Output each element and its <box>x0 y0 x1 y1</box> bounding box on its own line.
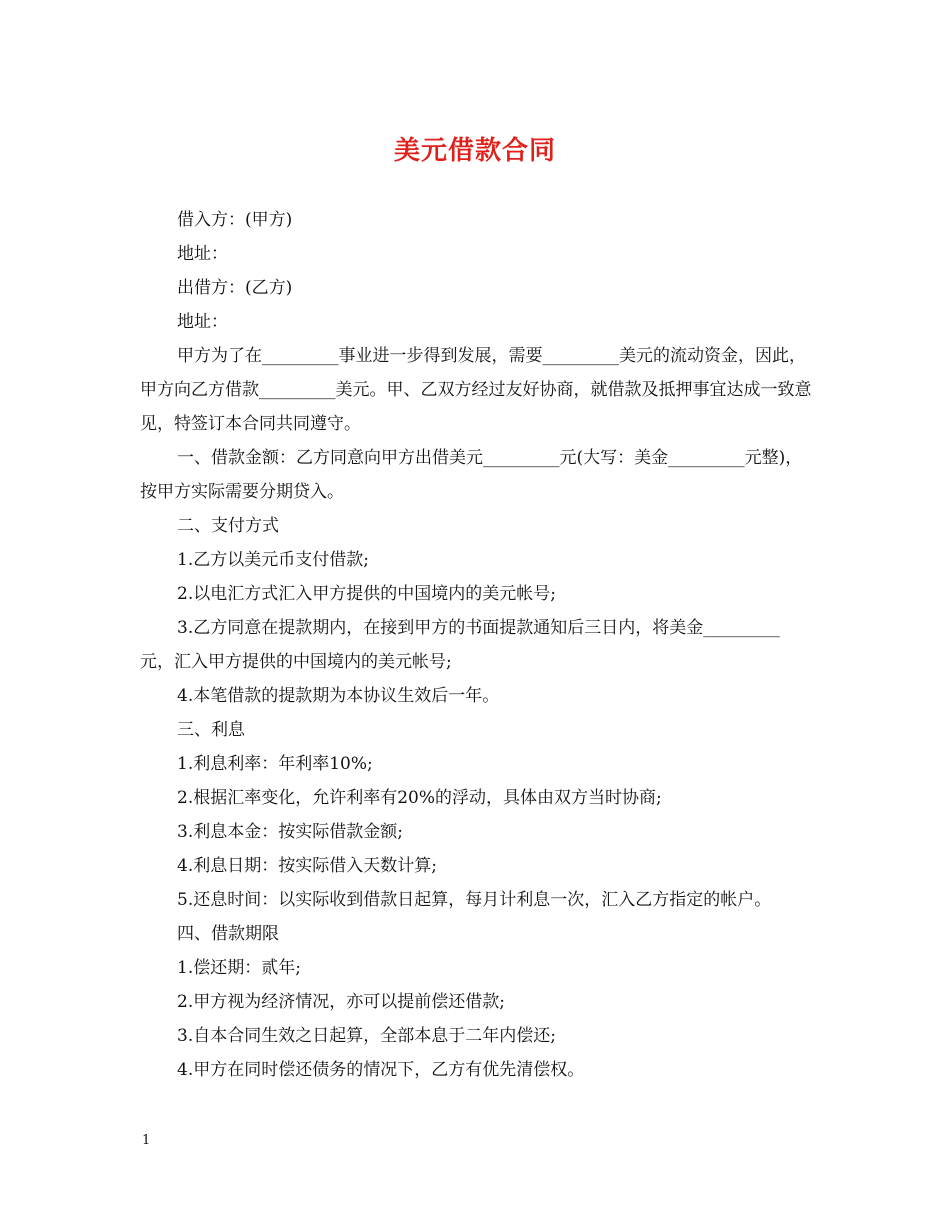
interest-item-4: 4.利息日期：按实际借入天数计算; <box>177 856 437 876</box>
term-item-3: 3.自本合同生效之日起算，全部本息于二年内偿还; <box>177 1026 556 1046</box>
contract-body <box>140 203 812 1087</box>
borrower-line: 借入方：(甲方) <box>177 210 293 230</box>
page-number: 1 <box>142 1133 151 1148</box>
term-item-4: 4.甲方在同时偿还债务的情况下，乙方有优先清偿权。 <box>177 1060 585 1080</box>
lender-line: 出借方：(乙方) <box>177 278 293 298</box>
payment-item-4: 4.本笔借款的提款期为本协议生效后一年。 <box>177 686 500 706</box>
preamble-paragraph: 甲方为了在_________事业进一步得到发展，需要_________美元的流动资金，因此，甲方向乙方借款_________美元。甲、乙双方经过友好协商，就借款及抵押事宜达成一致意见，特签订本合同共同遵守。 <box>140 346 812 434</box>
interest-item-5: 5.还息时间：以实际收到借款日起算，每月计利息一次，汇入乙方指定的帐户。 <box>177 890 772 910</box>
borrower-address-line: 地址： <box>177 244 228 264</box>
interest-item-2: 2.根据汇率变化，允许利率有20%的浮动，具体由双方当时协商; <box>177 788 662 808</box>
payment-item-1: 1.乙方以美元币支付借款; <box>177 550 369 570</box>
payment-item-2: 2.以电汇方式汇入甲方提供的中国境内的美元帐号; <box>177 584 556 604</box>
section-heading-term: 四、借款期限 <box>177 924 279 944</box>
clause-loan-amount: 一、借款金额：乙方同意向甲方出借美元_________元(大写：美金_________元整)，按甲方实际需要分期贷入。 <box>140 448 803 502</box>
term-item-2: 2.甲方视为经济情况，亦可以提前偿还借款; <box>177 992 505 1012</box>
section-heading-interest: 三、利息 <box>177 720 245 740</box>
lender-address-line: 地址： <box>177 312 228 332</box>
document-title: 美元借款合同 <box>393 136 556 166</box>
interest-item-3: 3.利息本金：按实际借款金额; <box>177 822 403 842</box>
payment-item-3: 3.乙方同意在提款期内，在接到甲方的书面提款通知后三日内，将美金_________元，汇入甲方提供的中国境内的美元帐号; <box>140 618 780 672</box>
term-item-1: 1.偿还期：贰年; <box>177 958 301 978</box>
section-heading-payment: 二、支付方式 <box>177 516 279 536</box>
interest-item-1: 1.利息利率：年利率10%; <box>177 754 373 774</box>
